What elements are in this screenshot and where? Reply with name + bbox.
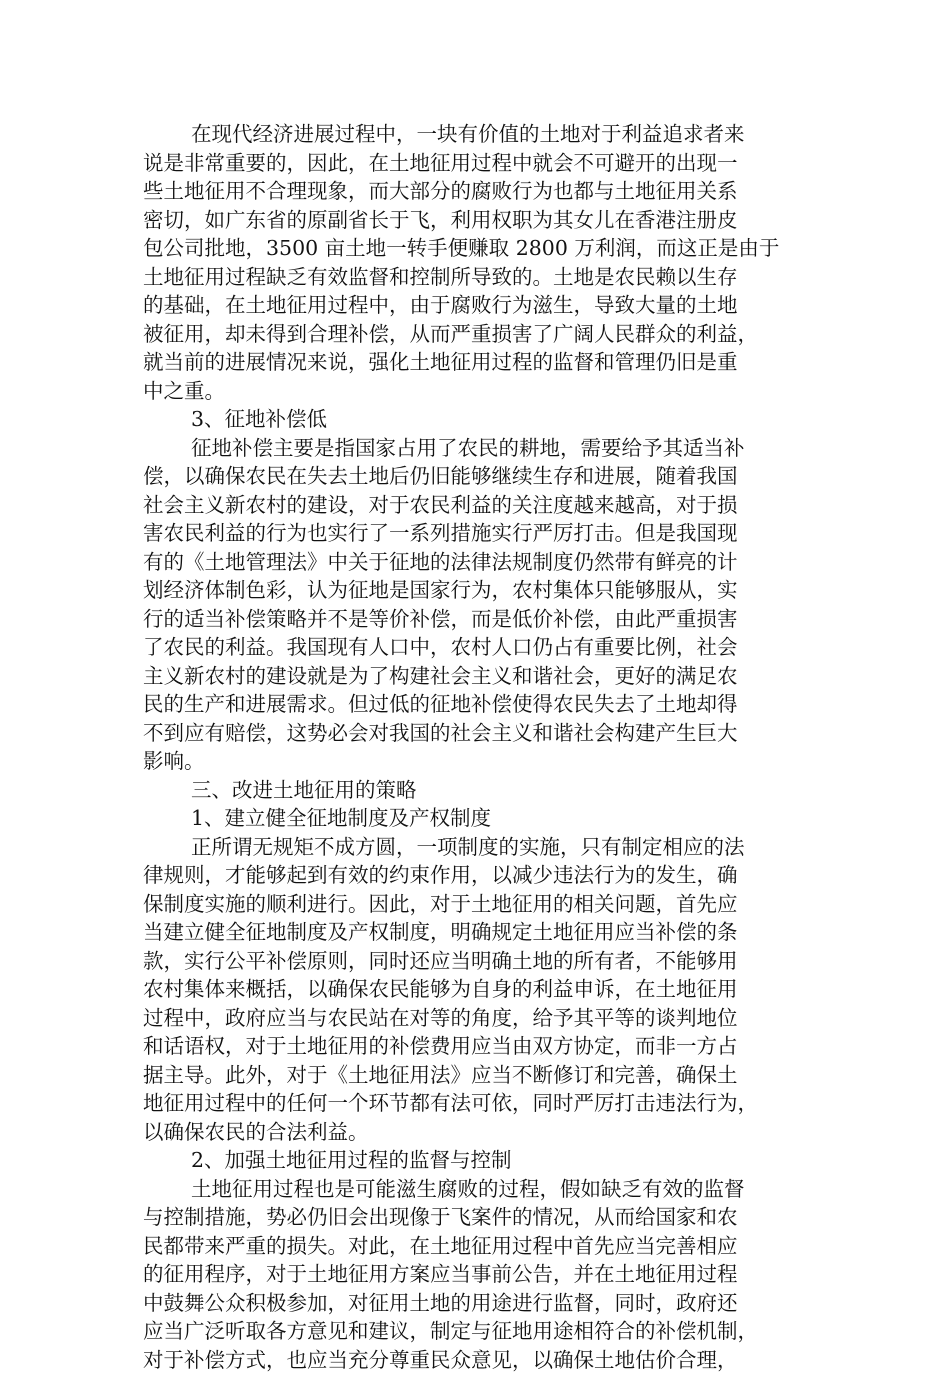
text-line: 影响。 [143, 747, 809, 776]
text-line: 的基础，在土地征用过程中，由于腐败行为滋生，导致大量的土地 [143, 291, 809, 320]
text-line: 些土地征用不合理现象，而大部分的腐败行为也都与土地征用关系 [143, 177, 809, 206]
text-line: 当建立健全征地制度及产权制度，明确规定土地征用应当补偿的条 [143, 918, 809, 947]
document-page [143, 120, 809, 1374]
text-line: 农村集体来概括，以确保农民能够为自身的利益申诉，在土地征用 [143, 975, 809, 1004]
section-heading: 1、建立健全征地制度及产权制度 [143, 804, 809, 833]
text-line: 征地补偿主要是指国家占用了农民的耕地，需要给予其适当补 [143, 434, 809, 463]
text-line: 保制度实施的顺利进行。因此，对于土地征用的相关问题，首先应 [143, 890, 809, 919]
text-line: 在现代经济进展过程中，一块有价值的土地对于利益追求者来 [143, 120, 809, 149]
text-line: 以确保农民的合法利益。 [143, 1118, 809, 1147]
text-line: 中之重。 [143, 377, 809, 406]
text-line: 说是非常重要的，因此，在土地征用过程中就会不可避开的出现一 [143, 149, 809, 178]
text-line: 地征用过程中的任何一个环节都有法可依，同时严厉打击违法行为， [143, 1089, 809, 1118]
text-line: 土地征用过程也是可能滋生腐败的过程，假如缺乏有效的监督 [143, 1175, 809, 1204]
text-line: 密切，如广东省的原副省长于飞，利用权职为其女儿在香港注册皮 [143, 206, 809, 235]
text-line: 了农民的利益。我国现有人口中，农村人口仍占有重要比例，社会 [143, 633, 809, 662]
text-line: 主义新农村的建设就是为了构建社会主义和谐社会，更好的满足农 [143, 662, 809, 691]
text-line: 包公司批地，3500 亩土地一转手便赚取 2800 万利润，而这正是由于 [143, 234, 809, 263]
text-line: 与控制措施，势必仍旧会出现像于飞案件的情况，从而给国家和农 [143, 1203, 809, 1232]
text-line: 中鼓舞公众积极参加，对征用土地的用途进行监督，同时，政府还 [143, 1289, 809, 1318]
text-line: 行的适当补偿策略并不是等价补偿，而是低价补偿，由此严重损害 [143, 605, 809, 634]
text-line: 害农民利益的行为也实行了一系列措施实行严厉打击。但是我国现 [143, 519, 809, 548]
text-line: 正所谓无规矩不成方圆，一项制度的实施，只有制定相应的法 [143, 833, 809, 862]
section-heading: 2、加强土地征用过程的监督与控制 [143, 1146, 809, 1175]
text-line: 应当广泛听取各方意见和建议，制定与征地用途相符合的补偿机制， [143, 1317, 809, 1346]
text-line: 的征用程序，对于土地征用方案应当事前公告，并在土地征用过程 [143, 1260, 809, 1289]
text-line: 被征用，却未得到合理补偿，从而严重损害了广阔人民群众的利益， [143, 320, 809, 349]
text-line: 民的生产和进展需求。但过低的征地补偿使得农民失去了土地却得 [143, 690, 809, 719]
text-line: 款，实行公平补偿原则，同时还应当明确土地的所有者，不能够用 [143, 947, 809, 976]
text-line: 划经济体制色彩，认为征地是国家行为，农村集体只能够服从，实 [143, 576, 809, 605]
text-line: 偿，以确保农民在失去土地后仍旧能够继续生存和进展，随着我国 [143, 462, 809, 491]
section-heading: 3、征地补偿低 [143, 405, 809, 434]
text-line: 律规则，才能够起到有效的约束作用，以减少违法行为的发生，确 [143, 861, 809, 890]
text-line: 和话语权，对于土地征用的补偿费用应当由双方协定，而非一方占 [143, 1032, 809, 1061]
text-line: 过程中，政府应当与农民站在对等的角度，给予其平等的谈判地位 [143, 1004, 809, 1033]
text-line: 就当前的进展情况来说，强化土地征用过程的监督和管理仍旧是重 [143, 348, 809, 377]
text-line: 不到应有赔偿，这势必会对我国的社会主义和谐社会构建产生巨大 [143, 719, 809, 748]
text-line: 据主导。此外，对于《土地征用法》应当不断修订和完善，确保土 [143, 1061, 809, 1090]
text-line: 对于补偿方式，也应当充分尊重民众意见，以确保土地估价合理， [143, 1346, 809, 1374]
text-line: 土地征用过程缺乏有效监督和控制所导致的。土地是农民赖以生存 [143, 263, 809, 292]
text-line: 社会主义新农村的建设，对于农民利益的关注度越来越高，对于损 [143, 491, 809, 520]
section-heading: 三、改进土地征用的策略 [143, 776, 809, 805]
text-line: 有的《土地管理法》中关于征地的法律法规制度仍然带有鲜亮的计 [143, 548, 809, 577]
text-line: 民都带来严重的损失。对此，在土地征用过程中首先应当完善相应 [143, 1232, 809, 1261]
